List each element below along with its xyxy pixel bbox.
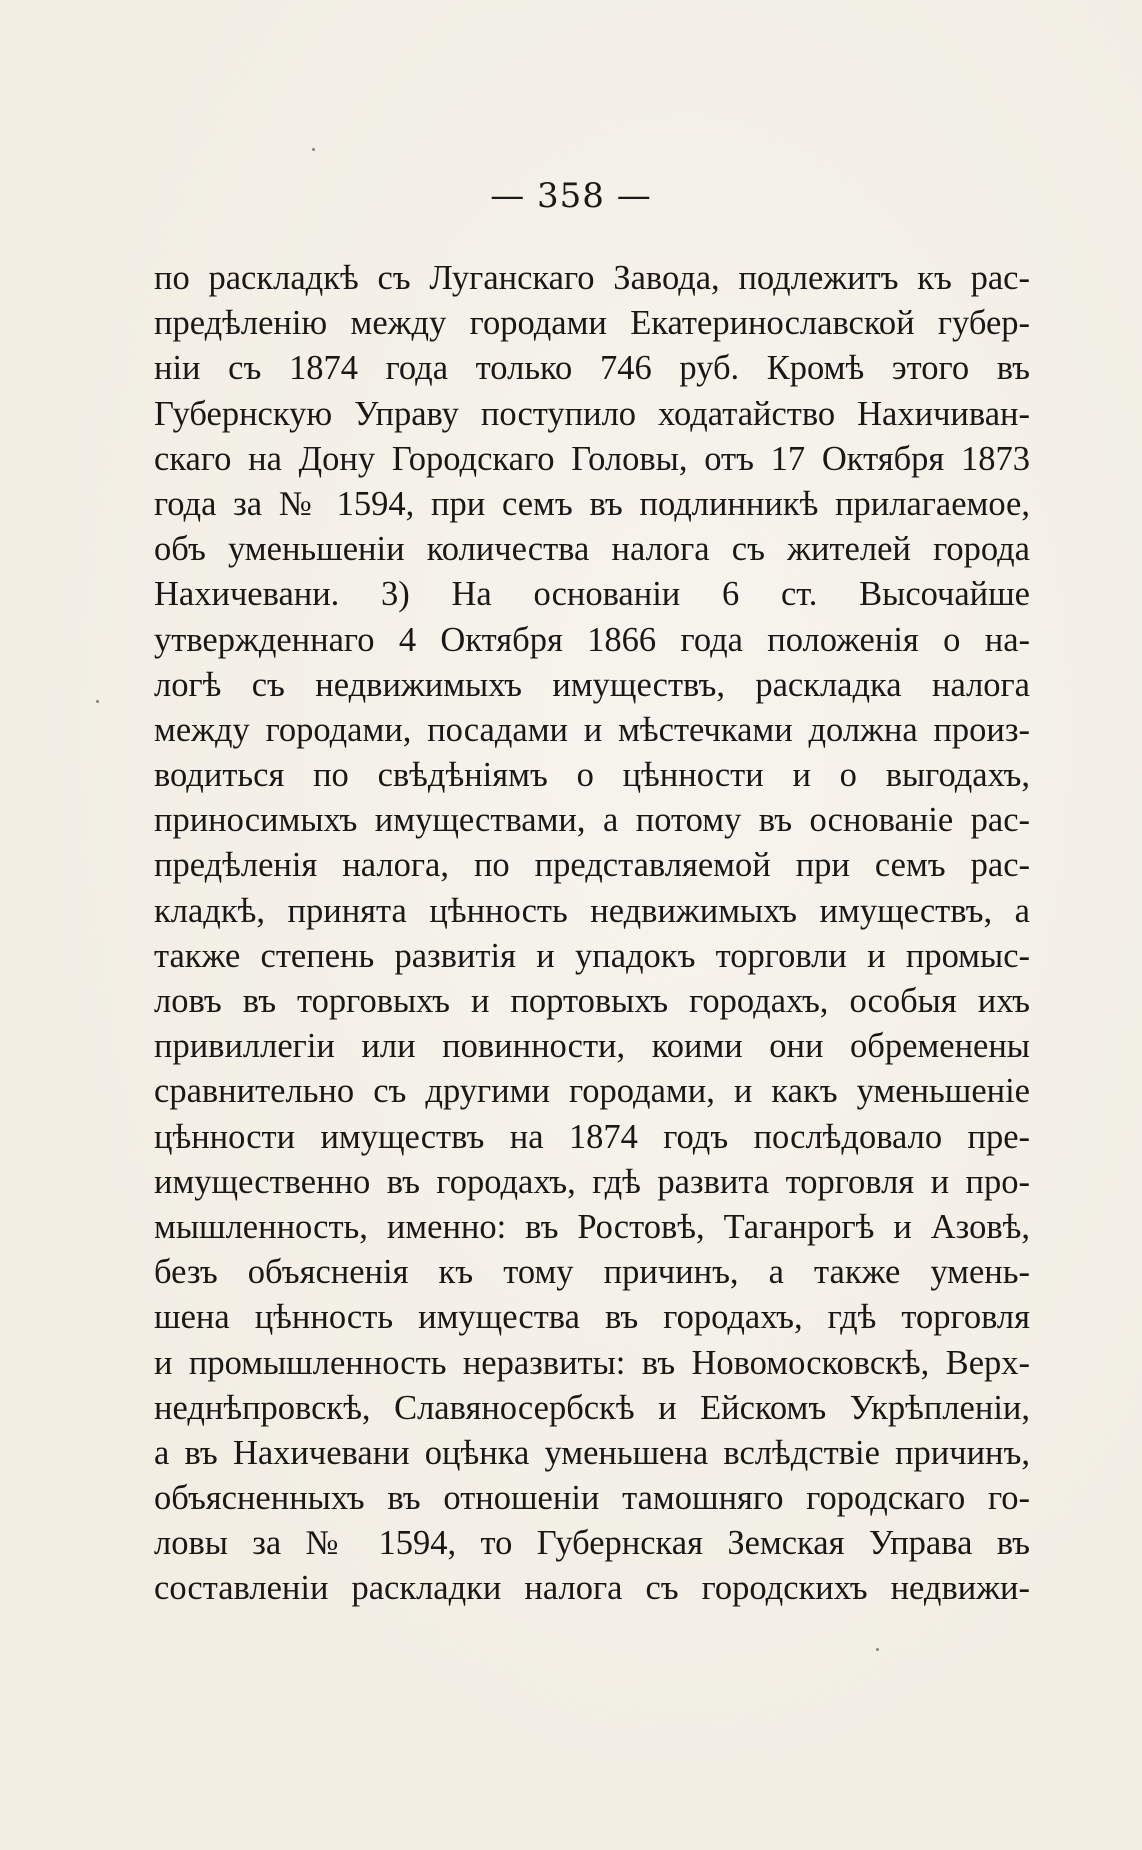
text-line: по раскладкѣ съ Луганскаго Завода, подлежитъ къ рас- bbox=[154, 259, 1030, 297]
text-line: также степень развитія и упадокъ торговли и промыс- bbox=[154, 936, 1030, 975]
text-line: неднѣпровскѣ, Славяносербскѣ и Ейскомъ Укрѣпленіи, bbox=[154, 1388, 1030, 1427]
text-line: приносимыхъ имуществами, а потому въ основаніе рас- bbox=[154, 801, 1030, 840]
text-line: года за № 1594, при семъ въ подлинникѣ прилагаемое, bbox=[154, 484, 1030, 523]
paper-speck bbox=[312, 148, 315, 151]
text-line: объясненныхъ въ отношеніи тамошняго городскаго го- bbox=[154, 1479, 1030, 1518]
text-line: ловъ въ торговыхъ и портовыхъ городахъ, особыя ихъ bbox=[154, 982, 1030, 1020]
text-line: логѣ съ недвижимыхъ имуществъ, раскладка налога bbox=[154, 665, 1030, 704]
text-line: а въ Нахичевани оцѣнка уменьшена вслѣдствіе причинъ, bbox=[154, 1433, 1030, 1472]
text-line: безъ объясненія къ тому причинъ, а также умень- bbox=[154, 1253, 1030, 1292]
text-line: сравнительно съ другими городами, и какъ уменьшеніе bbox=[154, 1072, 1030, 1111]
body-text bbox=[154, 256, 1030, 1612]
text-line: имущественно въ городахъ, гдѣ развита торговля и про- bbox=[154, 1162, 1030, 1201]
text-line: предѣленію между городами Екатеринославской губер- bbox=[154, 304, 1030, 343]
text-line: между городами, посадами и мѣстечками должна произ- bbox=[154, 710, 1030, 749]
text-line: ніи съ 1874 года только 746 руб. Кромѣ этого въ bbox=[154, 349, 1030, 388]
text-line: Нахичевани. 3) На основаніи 6 ст. Высочайше bbox=[154, 575, 1030, 614]
text-line: ловы за № 1594, то Губернская Земская Управа въ bbox=[154, 1524, 1030, 1563]
text-line: Губернскую Управу поступило ходатайство Нахичиван- bbox=[154, 394, 1030, 433]
text-line: и промышленность неразвиты: въ Новомосковскѣ, Верх- bbox=[154, 1343, 1030, 1382]
text-line: цѣнности имуществъ на 1874 годъ послѣдовало пре- bbox=[154, 1117, 1030, 1156]
text-line: шена цѣнность имущества въ городахъ, гдѣ торговля bbox=[154, 1298, 1030, 1337]
text-line: составленіи раскладки налога съ городскихъ недвижи- bbox=[154, 1569, 1030, 1608]
text-line: объ уменьшеніи количества налога съ жителей города bbox=[154, 530, 1030, 569]
text-line: мышленность, именно: въ Ростовѣ, Таганрогѣ и Азовѣ, bbox=[154, 1207, 1030, 1246]
text-line: утвержденнаго 4 Октября 1866 года положенія о на- bbox=[154, 620, 1030, 659]
text-line: скаго на Дону Городскаго Головы, отъ 17 Октября 1873 bbox=[154, 439, 1030, 478]
text-line: водиться по свѣдѣніямъ о цѣнности и о выгодахъ, bbox=[154, 756, 1030, 795]
text-line: предѣленія налога, по представляемой при семъ рас- bbox=[154, 846, 1030, 885]
text-line: кладкѣ, принята цѣнность недвижимыхъ имуществъ, а bbox=[154, 891, 1030, 930]
paper-speck bbox=[96, 700, 99, 703]
text-line: привиллегіи или повинности, коими они обременены bbox=[154, 1027, 1030, 1066]
page-number: — 358 — bbox=[490, 176, 652, 216]
paper-speck bbox=[876, 1648, 879, 1651]
